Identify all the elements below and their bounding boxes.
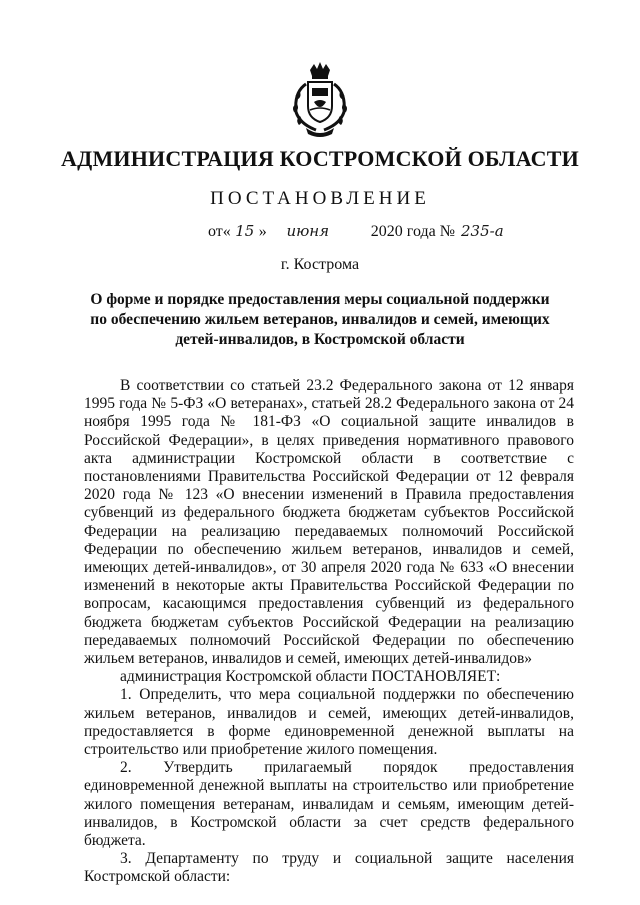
clause-1: 1. Определить, что мера социальной поддержки по обеспечению жильем ветеранов, инвалидов и семей, имеющих детей-инвалидов, предоставляется в форме единовременной денежной выплаты на строительство или приобретение жилого помещения. (84, 686, 574, 759)
handwritten-month: июня (286, 222, 330, 240)
document-body (84, 377, 574, 887)
date-year: 2020 года № (370, 223, 455, 240)
clause-2: 2. Утвердить прилагаемый порядок предоставления единовременной денежной выплаты на строительство или приобретение жилого помещения ветеранам, инвалидам и семьям, имеющим детей-инвалидов, в Костромской области за счет средств федерального бюджета. (84, 759, 574, 850)
date-prefix: от (208, 223, 223, 240)
date-line (208, 222, 504, 241)
handwritten-number: 235-а (461, 222, 504, 240)
document-subject: О форме и порядке предоставления меры социальной поддержки по обеспечению жильем ветеранов, инвалидов и семей, имеющих детей-инвалидов, в Костромской области (90, 291, 550, 348)
resolution-line: администрация Костромской области ПОСТАНОВЛЯЕТ: (120, 668, 501, 686)
coat-of-arms-emblem (286, 62, 354, 140)
organization-title: АДМИНИСТРАЦИЯ КОСТРОМСКОЙ ОБЛАСТИ (61, 146, 579, 171)
handwritten-day: 15 (235, 222, 255, 240)
document-type: ПОСТАНОВЛЕНИЕ (210, 188, 430, 209)
preamble-paragraph: В соответствии со статьей 23.2 Федерального закона от 12 января 1995 года № 5-ФЗ «О ветеранах», статьей 28.2 Федерального закона от 24 ноября 1995 года № 181-ФЗ «О социальной защите инвалидов в Российской Федерации», в целях приведения нормативного правового акта администрации Костромской области в соответствие с постановлениями Правительства Российской Федерации от 12 февраля 2020 года № 123 «О внесении изменений в Правила предоставления субвенций из федерального бюджета бюджетам субъектов Российской Федерации на реализацию передаваемых полномочий Российской Федерации по обеспечению жильем ветеранов, инвалидов и семей, имеющих детей-инвалидов», от 30 апреля 2020 года № 633 «О внесении изменений в некоторые акты Правительства Российской Федерации по вопросам, касающимся предоставления субвенций из федерального бюджета бюджетам субъектов Российской Федерации на реализацию передаваемых полномочий Российской Федерации по обеспечению жильем ветеранов, инвалидов и семей, имеющих детей-инвалидов» (84, 377, 574, 668)
date-close-quote: » (258, 223, 267, 240)
clause-3: 3. Департаменту по труду и социальной защите населения Костромской области: (84, 850, 574, 886)
city-line: г. Кострома (280, 256, 360, 273)
date-open-quote: « (222, 223, 231, 240)
